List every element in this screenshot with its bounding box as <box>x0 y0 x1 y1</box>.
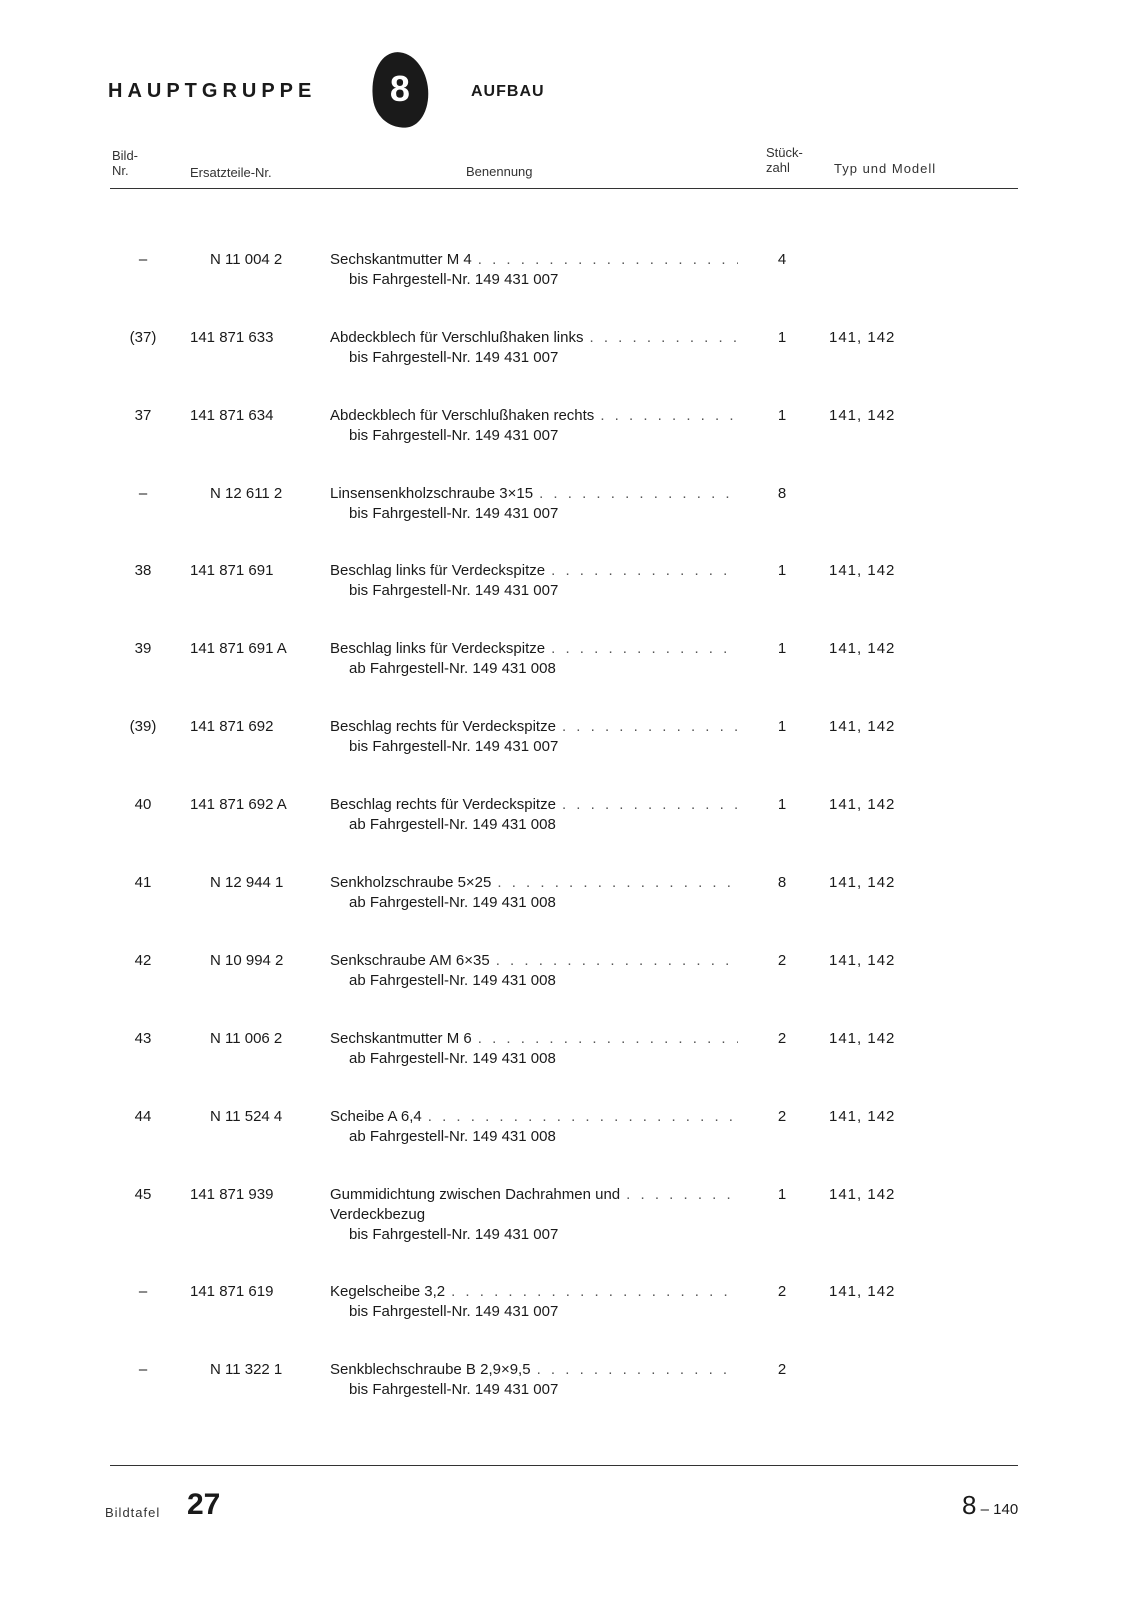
chassis-range-note: ab Fahrgestell-Nr. 149 431 008 <box>349 972 556 989</box>
leader-dots <box>496 951 738 971</box>
ersatzteile-nr-cell: 141 871 692 A <box>190 796 287 813</box>
column-header-ersatzteile-nr: Ersatzteile-Nr. <box>190 165 272 180</box>
ersatzteile-nr-cell: 141 871 691 <box>190 562 274 579</box>
type-model-cell: 141, 142 <box>829 1186 896 1203</box>
chassis-range-note: bis Fahrgestell-Nr. 149 431 007 <box>349 1303 559 1320</box>
type-model-cell: 141, 142 <box>829 562 896 579</box>
bild-nr-cell: 37 <box>134 407 152 424</box>
benennung-cell <box>330 717 738 757</box>
part-description: Senkholzschraube 5×25 <box>330 874 492 891</box>
plate-number: 27 <box>187 1488 221 1521</box>
ersatzteile-nr-cell: N 10 994 2 <box>210 952 284 969</box>
ersatzteile-nr-cell: N 11 006 2 <box>210 1030 283 1047</box>
benennung-cell <box>330 1029 738 1069</box>
type-model-cell: 141, 142 <box>829 640 896 657</box>
bild-nr-cell: 40 <box>134 796 152 813</box>
part-description: Senkblechschraube B 2,9×9,5 <box>330 1361 531 1378</box>
quantity-cell: 2 <box>777 1283 787 1300</box>
type-model-cell: 141, 142 <box>829 407 896 424</box>
bild-nr-cell: (39) <box>129 718 157 735</box>
benennung-cell <box>330 1107 738 1147</box>
bild-nr-cell: 38 <box>134 562 152 579</box>
ersatzteile-nr-cell: 141 871 634 <box>190 407 274 424</box>
part-description: Scheibe A 6,4 <box>330 1108 422 1125</box>
leader-dots <box>428 1107 738 1127</box>
quantity-cell: 8 <box>777 874 787 891</box>
part-description: Kegelscheibe 3,2 <box>330 1283 446 1300</box>
chassis-range-note: ab Fahrgestell-Nr. 149 431 008 <box>349 1050 556 1067</box>
quantity-cell: 2 <box>777 1030 787 1047</box>
benennung-cell <box>330 1282 738 1322</box>
quantity-cell: 8 <box>777 485 787 502</box>
footer-divider <box>110 1465 1018 1466</box>
bild-nr-cell: (37) <box>129 329 157 346</box>
ersatzteile-nr-cell: N 11 524 4 <box>210 1108 283 1125</box>
page-number <box>962 1490 1018 1521</box>
quantity-cell: 1 <box>777 796 787 813</box>
leader-dots <box>551 561 738 581</box>
ersatzteile-nr-cell: 141 871 691 A <box>190 640 287 657</box>
part-description: Beschlag links für Verdeckspitze <box>330 640 546 657</box>
leader-dots <box>478 1029 738 1049</box>
ersatzteile-nr-cell: 141 871 619 <box>190 1283 274 1300</box>
bild-nr-cell: 45 <box>134 1186 152 1203</box>
quantity-cell: 1 <box>777 718 787 735</box>
type-model-cell: 141, 142 <box>829 874 896 891</box>
footer-label: Bildtafel <box>105 1505 161 1520</box>
column-header-benennung: Benennung <box>466 164 533 179</box>
leader-dots <box>478 250 738 270</box>
leader-dots <box>537 1360 738 1380</box>
bild-nr-cell: – <box>138 251 148 268</box>
type-model-cell: 141, 142 <box>829 718 896 735</box>
bild-nr-cell: – <box>138 485 148 502</box>
leader-dots <box>551 639 738 659</box>
benennung-cell <box>330 795 738 835</box>
ersatzteile-nr-cell: 141 871 692 <box>190 718 274 735</box>
column-header-bild-nr: Bild- Nr. <box>112 148 139 178</box>
leader-dots <box>562 717 738 737</box>
chassis-range-note: bis Fahrgestell-Nr. 149 431 007 <box>349 427 559 444</box>
leader-dots <box>589 328 738 348</box>
type-model-cell: 141, 142 <box>829 952 896 969</box>
benennung-cell <box>330 1185 738 1245</box>
ersatzteile-nr-cell: N 11 322 1 <box>210 1361 283 1378</box>
type-model-cell: 141, 142 <box>829 1108 896 1125</box>
part-description: Gummidichtung zwischen Dachrahmen und <box>330 1186 621 1203</box>
benennung-cell <box>330 484 738 524</box>
bild-nr-cell: 42 <box>134 952 152 969</box>
leader-dots <box>497 873 738 893</box>
group-name: AUFBAU <box>471 83 545 100</box>
benennung-cell <box>330 639 738 679</box>
part-description: Beschlag rechts für Verdeckspitze <box>330 718 556 735</box>
quantity-cell: 1 <box>777 407 787 424</box>
chassis-range-note: bis Fahrgestell-Nr. 149 431 007 <box>349 1381 559 1398</box>
group-number-badge <box>367 48 433 131</box>
leader-dots <box>451 1282 738 1302</box>
type-model-cell: 141, 142 <box>829 329 896 346</box>
chassis-range-note: bis Fahrgestell-Nr. 149 431 007 <box>349 1226 559 1243</box>
bild-nr-cell: 41 <box>134 874 152 891</box>
chassis-range-note: ab Fahrgestell-Nr. 149 431 008 <box>349 894 556 911</box>
chassis-range-note: bis Fahrgestell-Nr. 149 431 007 <box>349 505 559 522</box>
chassis-range-note: ab Fahrgestell-Nr. 149 431 008 <box>349 816 556 833</box>
quantity-cell: 2 <box>777 1361 787 1378</box>
column-header-typ-modell: Typ und Modell <box>834 161 937 176</box>
part-description: Linsensenkholzschraube 3×15 <box>330 485 534 502</box>
quantity-cell: 1 <box>777 562 787 579</box>
chassis-range-note: bis Fahrgestell-Nr. 149 431 007 <box>349 738 559 755</box>
column-header-stueckzahl: Stück- zahl <box>766 145 803 175</box>
ersatzteile-nr-cell: 141 871 939 <box>190 1186 274 1203</box>
type-model-cell: 141, 142 <box>829 1030 896 1047</box>
group-number: 8 <box>389 68 410 110</box>
benennung-cell <box>330 873 738 913</box>
ersatzteile-nr-cell: N 12 944 1 <box>210 874 284 891</box>
quantity-cell: 2 <box>777 1108 787 1125</box>
benennung-cell <box>330 250 738 290</box>
ersatzteile-nr-cell: 141 871 633 <box>190 329 274 346</box>
bild-nr-cell: 43 <box>134 1030 152 1047</box>
part-description-continued: Verdeckbezug <box>330 1206 426 1223</box>
part-description: Beschlag rechts für Verdeckspitze <box>330 796 556 813</box>
quantity-cell: 1 <box>777 329 787 346</box>
leader-dots <box>562 795 738 815</box>
part-description: Beschlag links für Verdeckspitze <box>330 562 546 579</box>
part-description: Abdeckblech für Verschlußhaken links <box>330 329 584 346</box>
benennung-cell <box>330 328 738 368</box>
page-suffix: – 140 <box>976 1501 1019 1518</box>
part-description: Abdeckblech für Verschlußhaken rechts <box>330 407 595 424</box>
bild-nr-cell: – <box>138 1283 148 1300</box>
type-model-cell: 141, 142 <box>829 796 896 813</box>
bild-nr-cell: 39 <box>134 640 152 657</box>
chassis-range-note: ab Fahrgestell-Nr. 149 431 008 <box>349 660 556 677</box>
quantity-cell: 1 <box>777 640 787 657</box>
chassis-range-note: bis Fahrgestell-Nr. 149 431 007 <box>349 271 559 288</box>
benennung-cell <box>330 1360 738 1400</box>
part-description: Senkschraube AM 6×35 <box>330 952 490 969</box>
ersatzteile-nr-cell: N 12 611 2 <box>210 485 283 502</box>
bild-nr-cell: – <box>138 1361 148 1378</box>
leader-dots <box>539 484 738 504</box>
page-title: HAUPTGRUPPE <box>108 80 317 102</box>
benennung-cell <box>330 406 738 446</box>
chassis-range-note: bis Fahrgestell-Nr. 149 431 007 <box>349 582 559 599</box>
part-description: Sechskantmutter M 4 <box>330 251 472 268</box>
bild-nr-cell: 44 <box>134 1108 152 1125</box>
type-model-cell: 141, 142 <box>829 1283 896 1300</box>
benennung-cell <box>330 951 738 991</box>
chassis-range-note: ab Fahrgestell-Nr. 149 431 008 <box>349 1128 556 1145</box>
leader-dots <box>600 406 738 426</box>
benennung-cell <box>330 561 738 601</box>
page-group: 8 <box>962 1490 977 1520</box>
header-divider <box>110 188 1018 189</box>
part-description: Sechskantmutter M 6 <box>330 1030 472 1047</box>
quantity-cell: 2 <box>777 952 787 969</box>
chassis-range-note: bis Fahrgestell-Nr. 149 431 007 <box>349 349 559 366</box>
ersatzteile-nr-cell: N 11 004 2 <box>210 251 283 268</box>
quantity-cell: 4 <box>777 251 787 268</box>
quantity-cell: 1 <box>777 1186 787 1203</box>
leader-dots <box>626 1185 738 1205</box>
